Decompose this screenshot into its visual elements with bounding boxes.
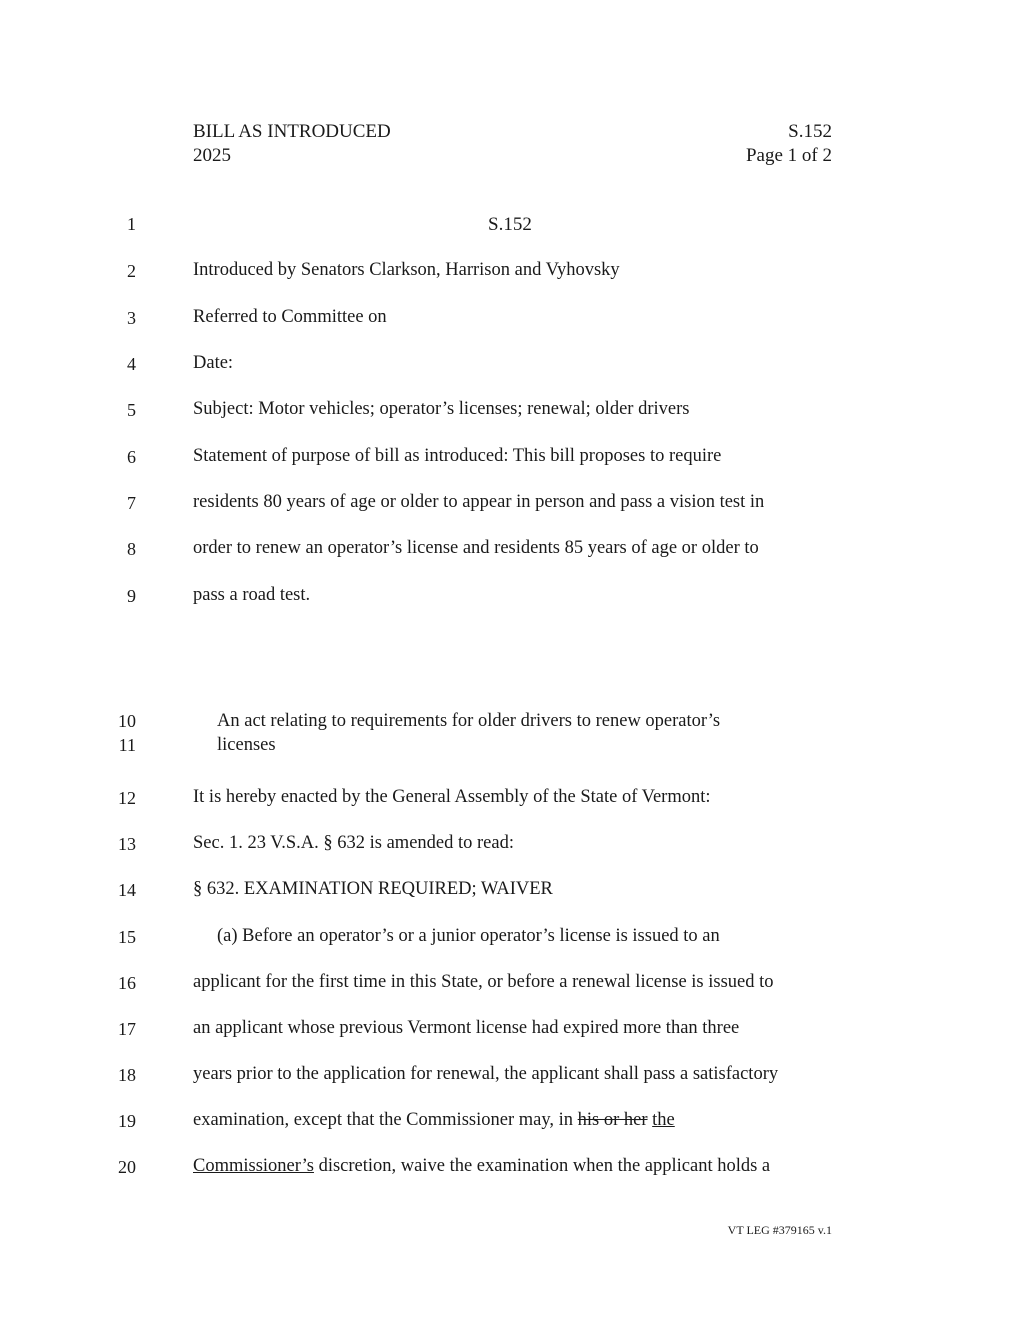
line-text: (a) Before an operator’s or a junior operator’s license is issued to an <box>217 926 720 946</box>
line-number: 12 <box>118 788 136 808</box>
document-id-footer: VT LEG #379165 v.1 <box>727 1223 832 1237</box>
line-text: pass a road test. <box>193 585 311 605</box>
bill-number-header: S.152 <box>788 121 832 142</box>
line-number: 20 <box>118 1157 136 1177</box>
page-indicator: Page 1 of 2 <box>745 145 832 166</box>
bill-status-label: BILL AS INTRODUCED <box>193 121 391 142</box>
line-number: 6 <box>127 447 136 467</box>
section-heading: Sec. 1. 23 V.S.A. § 632 is amended to read: <box>193 833 514 853</box>
line-number: 13 <box>118 834 136 854</box>
line-number: 15 <box>118 927 136 947</box>
inserted-text: Commissioner’s <box>193 1156 314 1176</box>
line-number: 3 <box>127 308 136 328</box>
act-title: An act relating to requirements for older drivers to renew operator’s <box>217 711 721 731</box>
line-number: 11 <box>118 735 136 755</box>
line-text: Introduced by Senators Clarkson, Harrison and Vyhovsky <box>193 260 620 280</box>
line-text: an applicant whose previous Vermont license had expired more than three <box>193 1018 740 1038</box>
line-text <box>193 1110 675 1131</box>
line-number: 5 <box>127 400 136 420</box>
bill-year: 2025 <box>193 145 231 166</box>
enacting-clause: It is hereby enacted by the General Assembly of the State of Vermont: <box>193 787 711 807</box>
line-number: 19 <box>118 1111 136 1131</box>
line-text-segment: discretion, waive the examination when the applicant holds a <box>313 1156 771 1176</box>
line-text: years prior to the application for renewal, the applicant shall pass a satisfactory <box>193 1064 779 1084</box>
line-number: 2 <box>127 261 136 281</box>
act-title-continued: licenses <box>217 735 276 755</box>
statute-heading: § 632. EXAMINATION REQUIRED; WAIVER <box>193 879 553 899</box>
line-text-segment: examination, except that the Commissioner may, in <box>193 1110 578 1130</box>
line-text: Referred to Committee on <box>193 307 387 327</box>
line-number: 1 <box>127 214 136 234</box>
line-number: 14 <box>118 880 136 900</box>
line-text: order to renew an operator’s license and residents 85 years of age or older to <box>193 538 759 558</box>
bill-title: S.152 <box>488 214 532 235</box>
line-number: 16 <box>118 973 136 993</box>
line-number: 18 <box>118 1065 136 1085</box>
line-text: Statement of purpose of bill as introduced: This bill proposes to require <box>193 446 722 466</box>
line-number: 9 <box>127 586 136 606</box>
struck-text: his or her <box>577 1110 648 1130</box>
line-number: 8 <box>127 539 136 559</box>
line-text: residents 80 years of age or older to appear in person and pass a vision test in <box>193 492 765 512</box>
line-number: 17 <box>118 1019 136 1039</box>
line-text: Subject: Motor vehicles; operator’s licenses; renewal; older drivers <box>193 399 690 419</box>
line-text: Date: <box>193 353 234 373</box>
line-text <box>193 1156 770 1177</box>
line-number: 4 <box>127 354 136 374</box>
line-text: applicant for the first time in this State, or before a renewal license is issued to <box>193 972 774 992</box>
line-number: 7 <box>127 493 136 513</box>
inserted-text: the <box>652 1110 675 1130</box>
line-number: 10 <box>118 711 136 731</box>
